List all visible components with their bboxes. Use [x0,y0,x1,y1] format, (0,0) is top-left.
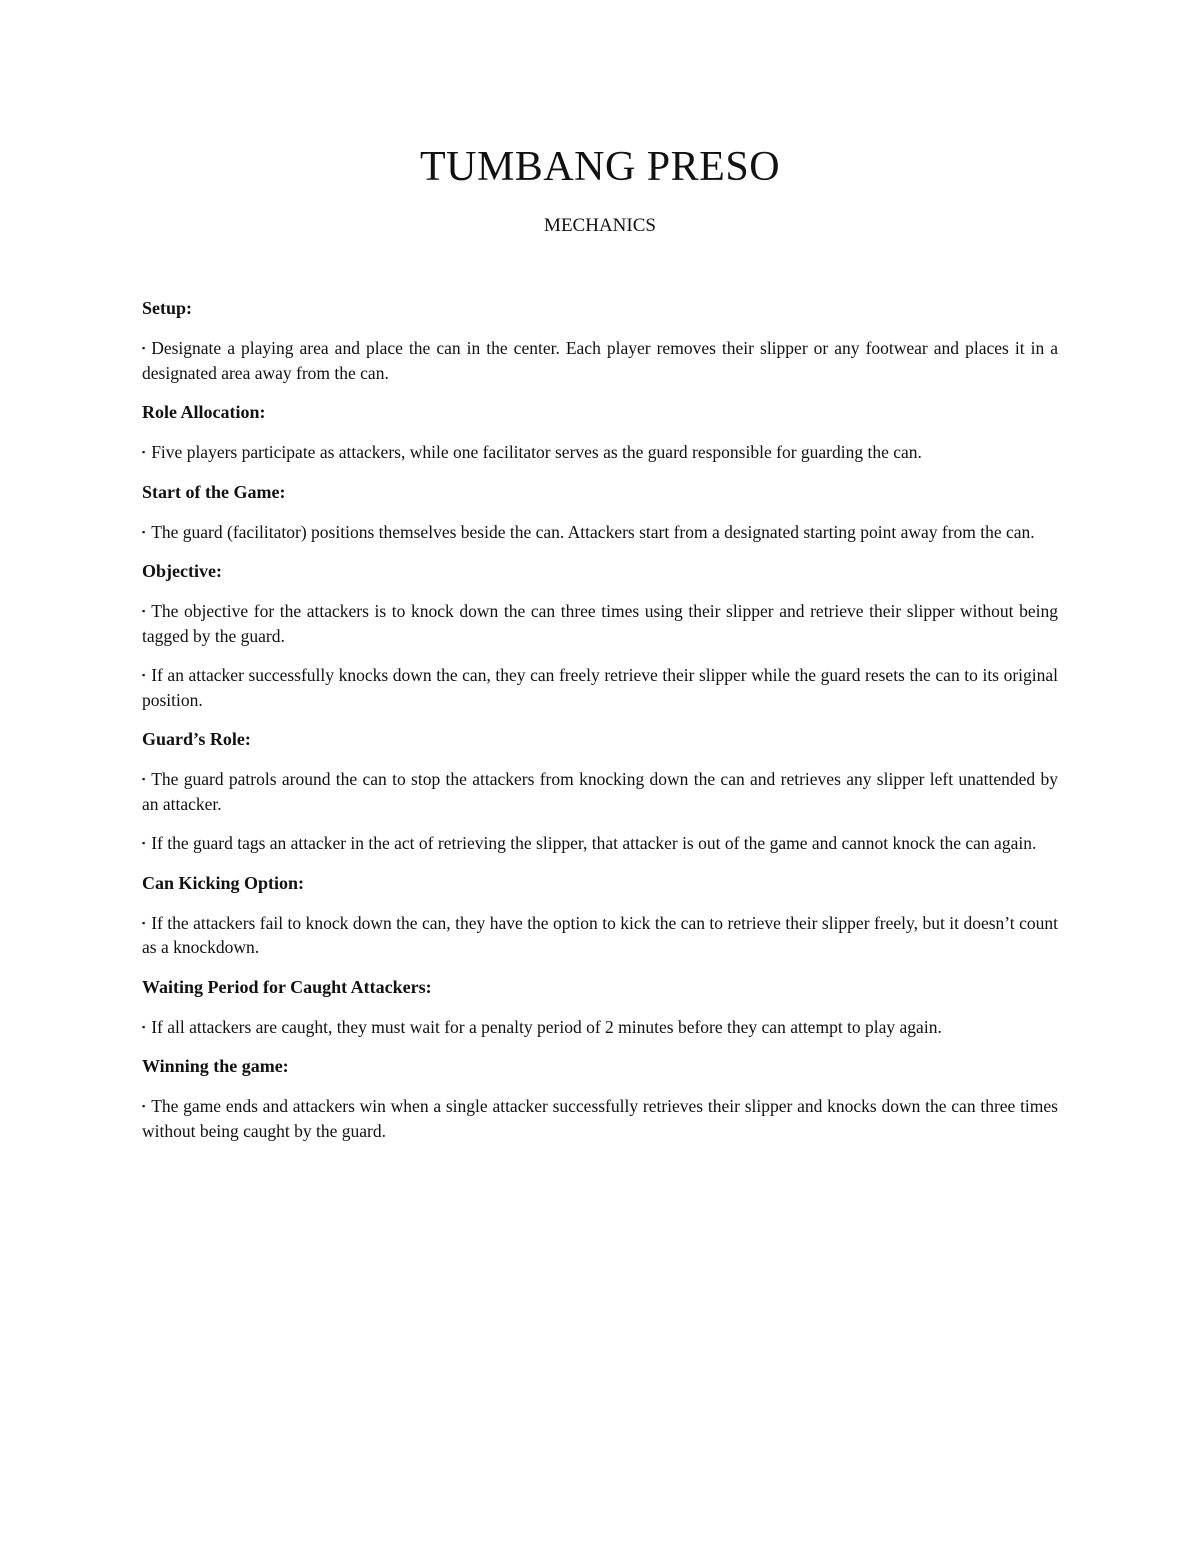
bullet-icon: ▪ [142,917,146,928]
document-subtitle: MECHANICS [544,215,656,236]
bullet-text: Five players participate as attackers, while one facilitator serves as the guard responsible for guarding the can. [151,442,922,462]
bullet-item [142,336,1058,385]
section-waiting-period [142,975,1058,1040]
section-heading: Start of the Game: [142,481,286,502]
bullet-item [142,599,1058,648]
section-guards-role [142,727,1058,856]
section-heading: Guard’s Role: [142,729,251,749]
bullet-item [142,1094,1058,1143]
bullet-icon: ▪ [142,670,146,680]
bullet-text: If all attackers are caught, they must wait for a penalty period of 2 minutes before they can attempt to play again. [151,1016,942,1037]
section-start-of-game [142,480,1058,545]
bullet-text: If the guard tags an attacker in the act of retrieving the slipper, that attacker is out of the game and cannot knock the can again. [151,833,1037,853]
bullet-icon: ▪ [142,447,146,457]
section-heading: Can Kicking Option: [142,872,305,893]
bullet-text: If an attacker successfully knocks down the can, they can freely retrieve their slipper while the guard resets the can to its original position. [142,665,1058,710]
bullet-icon: ▪ [142,774,146,784]
bullet-item [142,440,1058,465]
bullet-item [142,767,1058,816]
section-objective [142,559,1058,712]
section-winning-the-game [142,1054,1058,1143]
bullet-icon: ▪ [142,606,146,616]
section-heading: Objective: [142,561,222,581]
section-heading: Winning the game: [142,1056,289,1076]
bullet-item [142,911,1058,960]
bullet-text: If the attackers fail to knock down the can, they have the option to kick the can to retrieve their slipper freely, but it doesn’t count as a knockdown. [142,912,1058,957]
bullet-item [142,663,1058,712]
bullet-text: The objective for the attackers is to knock down the can three times using their slipper and retrieve their slipper without being tagged by the guard. [142,601,1058,646]
bullet-item [142,520,1058,545]
bullet-icon: ▪ [142,526,146,537]
bullet-icon: ▪ [142,1101,146,1111]
bullet-item [142,831,1058,856]
bullet-icon: ▪ [142,343,146,353]
section-can-kicking-option [142,871,1058,960]
bullet-text: The game ends and attackers win when a single attacker successfully retrieves their slipper and knocks down the can three times without being caught by the guard. [142,1096,1058,1141]
document-title: TUMBANG PRESO [419,144,781,190]
bullet-text: Designate a playing area and place the can in the center. Each player removes their slipper or any footwear and places it in a designated area away from the can. [142,338,1058,383]
section-heading: Waiting Period for Caught Attackers: [142,976,432,997]
bullet-icon: ▪ [142,838,146,848]
section-setup [142,296,1058,385]
bullet-icon: ▪ [142,1021,146,1032]
section-role-allocation [142,400,1058,465]
bullet-text: The guard (facilitator) positions themselves beside the can. Attackers start from a designated starting point away from the can. [151,521,1035,542]
document-body [142,296,1058,1159]
bullet-item [142,1015,1058,1040]
bullet-text: The guard patrols around the can to stop the attackers from knocking down the can and retrieves any slipper left unattended by an attacker. [142,769,1058,814]
section-heading: Role Allocation: [142,402,266,422]
section-heading: Setup: [142,298,193,318]
